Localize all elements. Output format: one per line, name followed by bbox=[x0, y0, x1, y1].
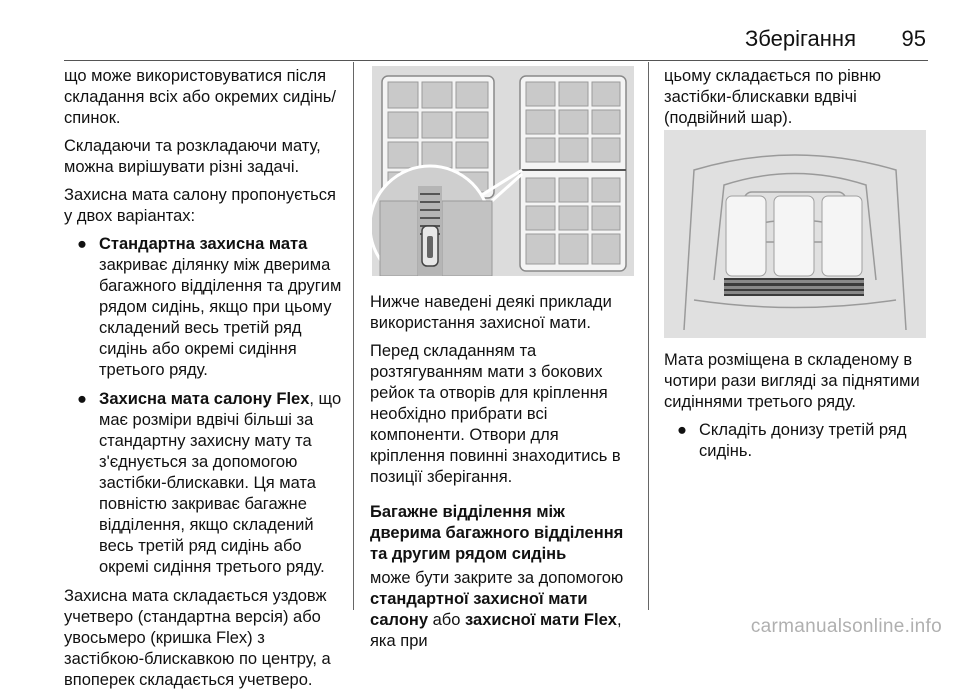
paragraph: Перед складанням та розтягуванням мати з бокових рейок та отворів для кріплення необхідно прибрати всі компоненти. Отвори для кріплення повинні знаходитись в позиції зберігання. bbox=[370, 342, 621, 486]
right-column-top bbox=[664, 66, 934, 136]
list-item bbox=[664, 420, 934, 462]
middle-column bbox=[370, 292, 638, 659]
list-item-text: Складіть донизу третій ряд сидінь. bbox=[699, 421, 907, 460]
page-header bbox=[64, 26, 928, 61]
column-divider bbox=[353, 62, 354, 610]
emphasis: захисної мати Flex bbox=[465, 611, 617, 629]
folded-mat bbox=[724, 278, 864, 296]
list-item bbox=[64, 389, 346, 578]
paragraph bbox=[370, 568, 638, 652]
section-heading: Багажне відділення між дверима багажного відділення та другим рядом сидінь bbox=[370, 503, 624, 563]
term-description: закриває ділянку між дверима багажного відділення та другим рядом сидінь, якщо при цьому складений весь третій ряд сидінь або окремі сидіння третього ряду. bbox=[99, 256, 342, 379]
protective-mat-illustration bbox=[372, 66, 634, 276]
page-number: 95 bbox=[901, 26, 926, 51]
bullet-icon: ● bbox=[77, 235, 87, 253]
paragraph: цьому складається по рівню застібки-блискавки вдвічі (подвійний шар). bbox=[664, 67, 881, 127]
right-column-bottom bbox=[664, 350, 934, 470]
watermark: carmanualsonline.info bbox=[750, 616, 942, 637]
paragraph: що може використовуватися після складання всіх або окремих сидінь/спинок. bbox=[64, 67, 336, 127]
text: може бути закрите за допомогою bbox=[370, 569, 624, 587]
emphasis: стандартної захисної мати салону bbox=[370, 590, 588, 629]
paragraph: Захисна мата складається уздовж учетверо (стандартна версія) або увосьмеро (кришка Flex) з застібкою-блискавкою по центру, а впоперек складається учетверо. bbox=[64, 587, 331, 689]
page-title: Зберігання bbox=[745, 26, 856, 51]
text: , яка при bbox=[370, 611, 622, 650]
paragraph: Захисна мата салону пропонується у двох варіантах: bbox=[64, 186, 336, 225]
list-item bbox=[64, 234, 346, 381]
paragraph: Мата розміщена в складеному в чотири рази вигляді за піднятими сидіннями третього ряду. bbox=[664, 351, 920, 411]
term: Стандартна захисна мата bbox=[99, 235, 308, 253]
paragraph: Нижче наведені деякі приклади використання захисної мати. bbox=[370, 293, 612, 332]
bullet-icon: ● bbox=[677, 421, 687, 439]
car-trunk-illustration bbox=[664, 130, 926, 338]
column-divider bbox=[648, 62, 649, 610]
term: Захисна мата салону Flex bbox=[99, 390, 310, 408]
bullet-icon: ● bbox=[77, 390, 87, 408]
left-column bbox=[64, 66, 346, 698]
mat-panel-flex bbox=[520, 76, 626, 271]
term-description: , що має розміри вдвічі більші за стандартну захисну мату та з'єднується за допомогою застібки-блискавки. Ця мата повністю закриває багажне відділення, якщо складений весь третій ряд сидінь або окремі сидіння третього ряду. bbox=[99, 390, 342, 576]
paragraph: Складаючи та розкладаючи мату, можна вирішувати різні задачі. bbox=[64, 137, 321, 176]
text: або bbox=[428, 611, 466, 629]
